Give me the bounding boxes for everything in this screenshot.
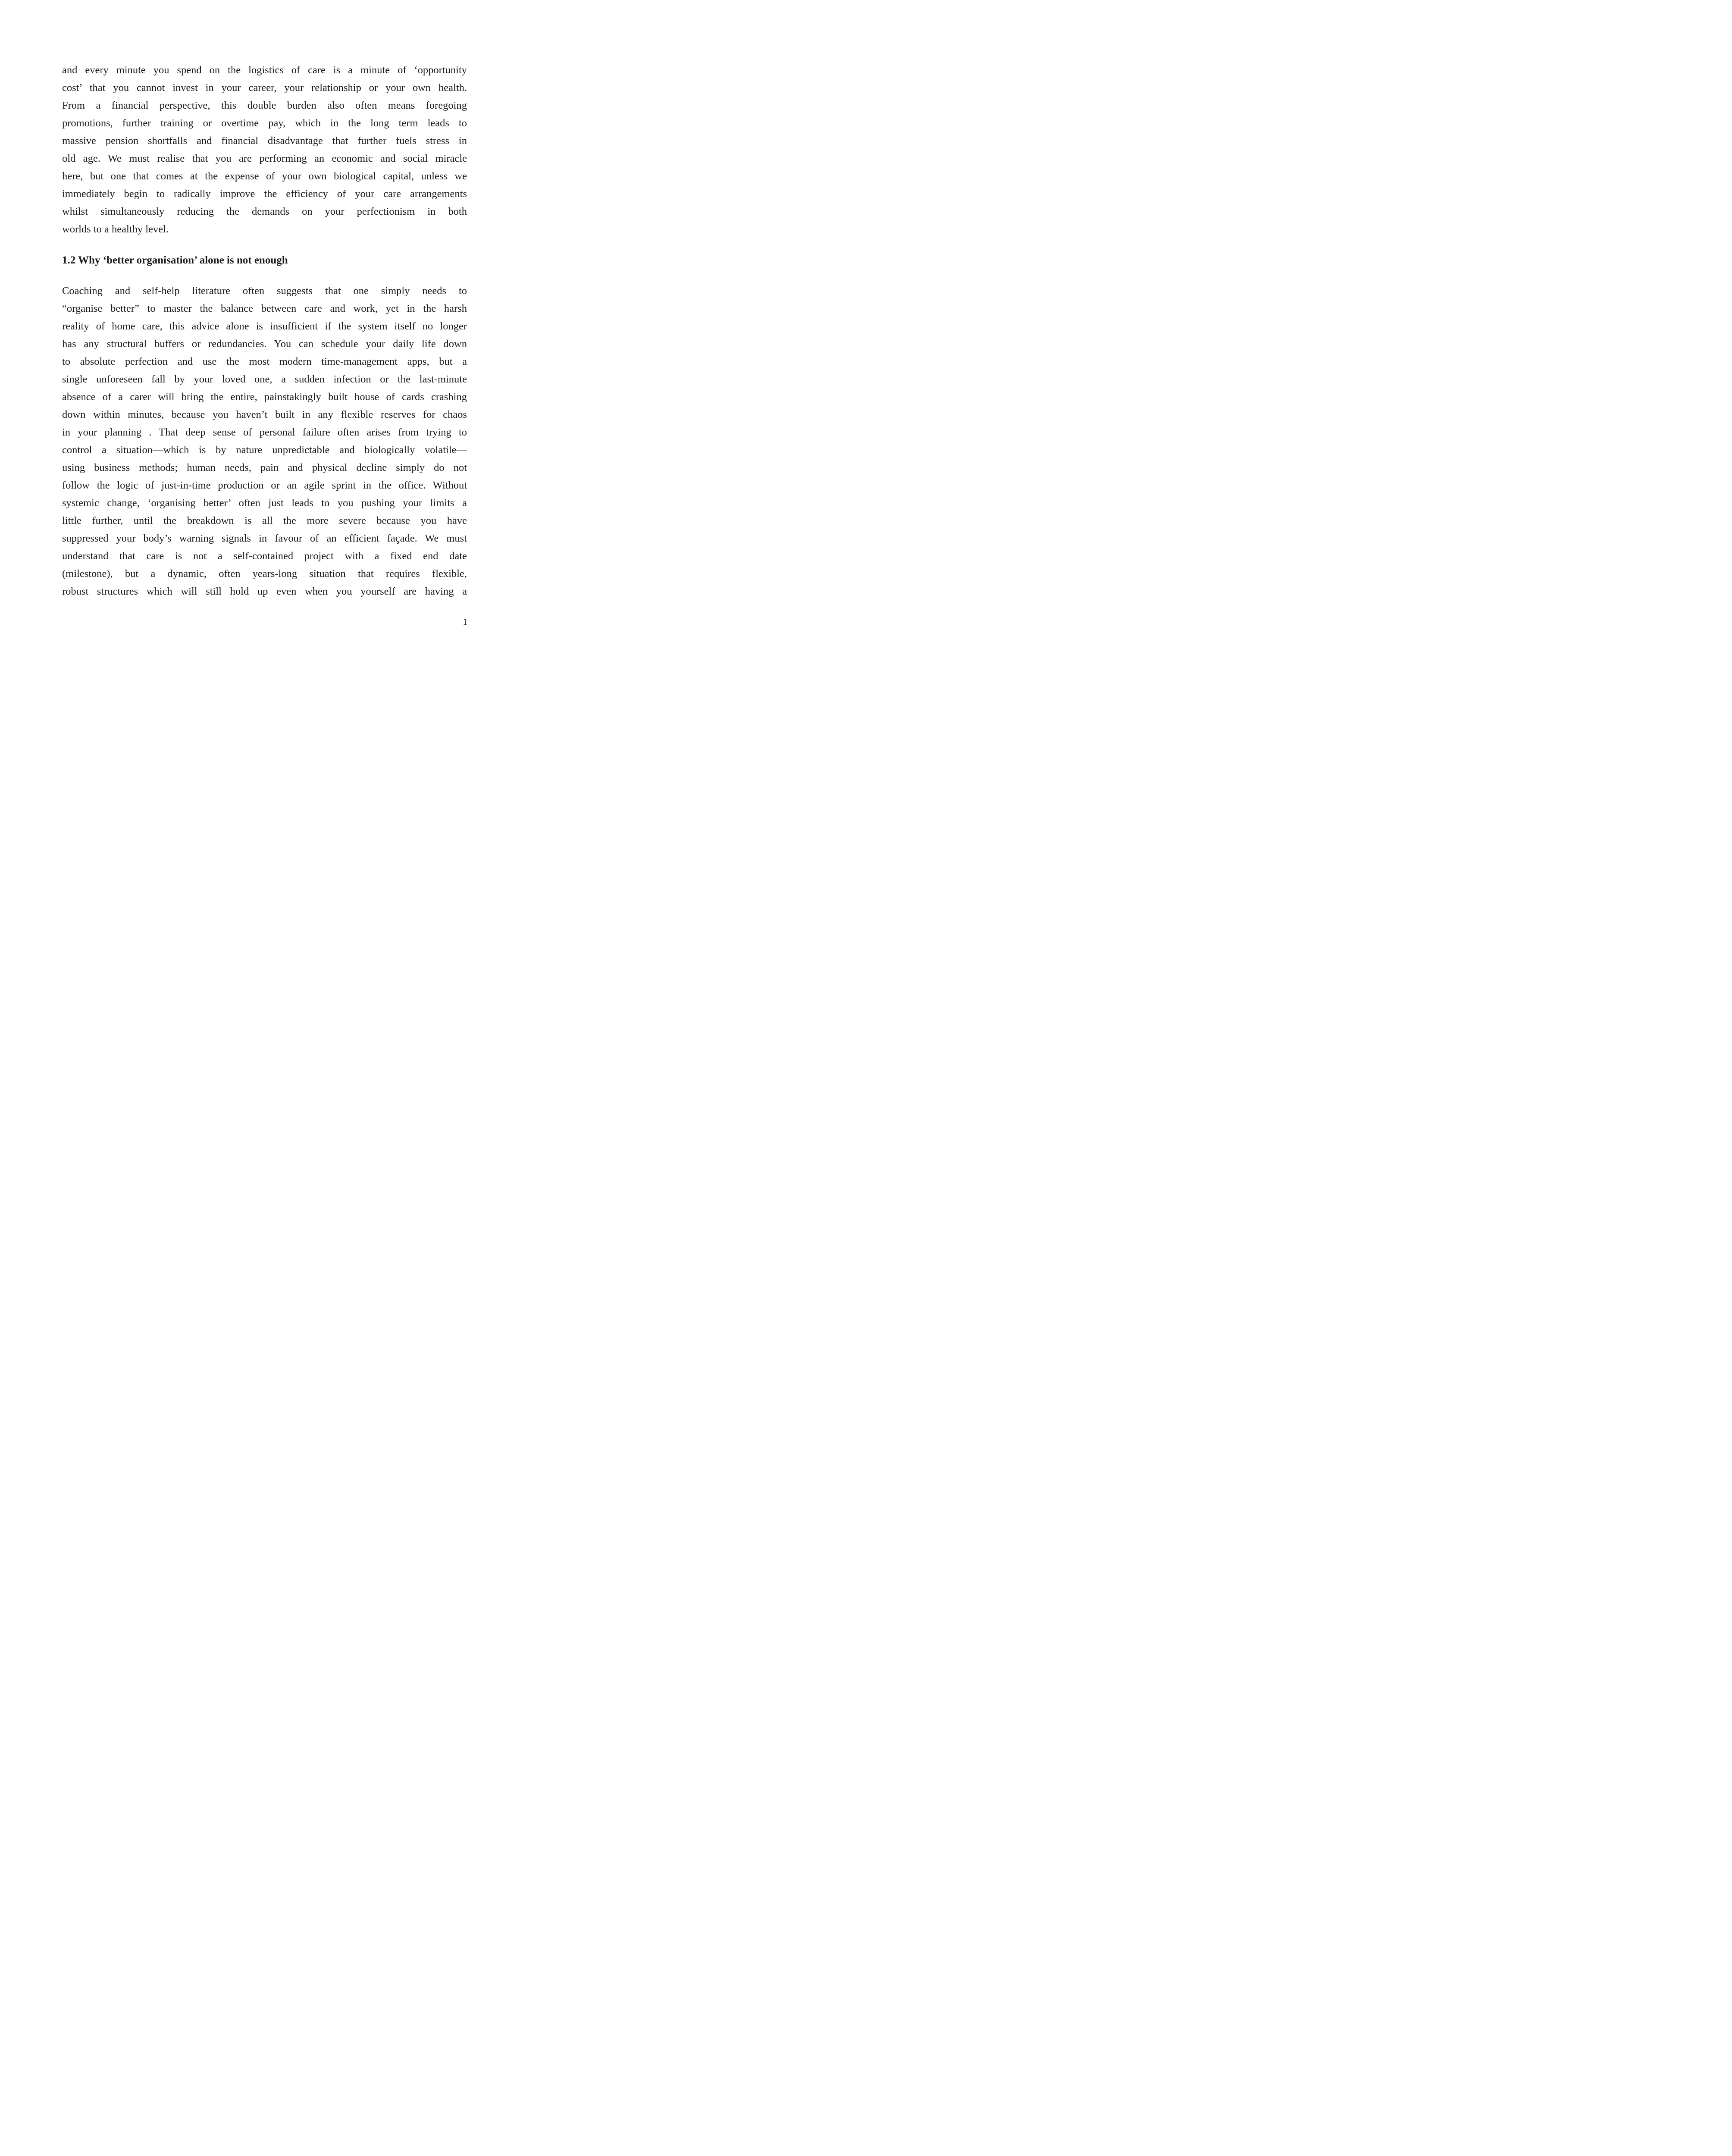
text-line: old age. We must realise that you are performing an economic and social miracle <box>62 153 467 164</box>
text-line: understand that care is not a self-contained project with a fixed end date <box>62 550 467 562</box>
text-line: single unforeseen fall by your loved one, a sudden infection or the last-minute <box>62 373 467 385</box>
text-line: suppressed your body’s warning signals in favour of an efficient façade. We must <box>62 533 467 544</box>
text-line: here, but one that comes at the expense of your own biological capital, unless we <box>62 170 467 182</box>
text-line: has any structural buffers or redundancies. You can schedule your daily life down <box>62 338 467 350</box>
text-line: worlds to a healthy level. <box>62 223 169 235</box>
section-heading: 1.2 Why ‘better organisation’ alone is not enough <box>62 254 288 266</box>
text-line: massive pension shortfalls and financial disadvantage that further fuels stress in <box>62 135 467 147</box>
text-line: (milestone), but a dynamic, often years-long situation that requires flexible, <box>62 568 467 580</box>
text-line: From a financial perspective, this double burden also often means foregoing <box>62 100 467 111</box>
text-line: little further, until the breakdown is all the more severe because you have <box>62 515 467 526</box>
text-line: promotions, further training or overtime pay, which in the long term leads to <box>62 117 467 129</box>
text-line: robust structures which will still hold up even when you yourself are having a <box>62 586 467 597</box>
document-page <box>0 0 528 683</box>
text-line: reality of home care, this advice alone is insufficient if the system itself no longer <box>62 320 467 332</box>
text-line: to absolute perfection and use the most modern time-management apps, but a <box>62 356 467 367</box>
text-line: systemic change, ‘organising better’ often just leads to you pushing your limits a <box>62 497 467 509</box>
page-number: 1 <box>463 617 467 627</box>
text-line: immediately begin to radically improve the efficiency of your care arrangements <box>62 188 467 200</box>
text-line: using business methods; human needs, pain and physical decline simply do not <box>62 462 467 473</box>
text-line: whilst simultaneously reducing the demands on your perfectionism in both <box>62 206 467 217</box>
text-line: in your planning . That deep sense of personal failure often arises from trying to <box>62 426 467 438</box>
text-line: and every minute you spend on the logistics of care is a minute of ‘opportunity <box>62 64 467 76</box>
text-line: cost’ that you cannot invest in your career, your relationship or your own health. <box>62 82 467 94</box>
text-line: follow the logic of just-in-time production or an agile sprint in the office. Without <box>62 479 467 491</box>
text-line: Coaching and self-help literature often suggests that one simply needs to <box>62 285 467 297</box>
text-line: “organise better” to master the balance between care and work, yet in the harsh <box>62 303 467 314</box>
text-line: control a situation—which is by nature unpredictable and biologically volatile— <box>62 444 467 456</box>
text-line: absence of a carer will bring the entire, painstakingly built house of cards crashing <box>62 391 467 403</box>
text-line: down within minutes, because you haven’t built in any flexible reserves for chaos <box>62 409 467 420</box>
